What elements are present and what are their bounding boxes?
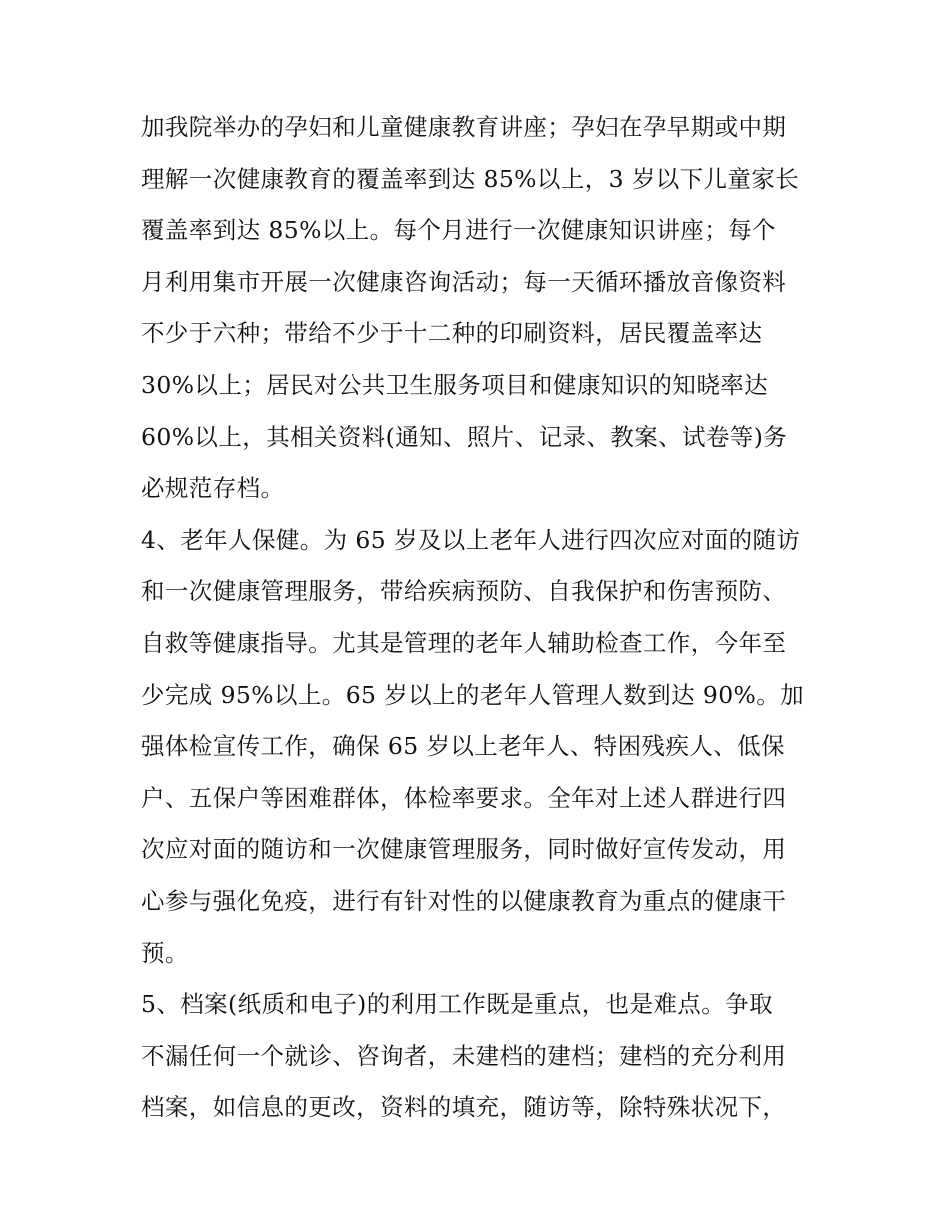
text-line: 心参与强化免疫，进行有针对性的以健康教育为重点的健康干 bbox=[141, 886, 787, 915]
text-line: 5、档案(纸质和电子)的利用工作既是重点，也是难点。争取 bbox=[141, 990, 773, 1019]
text-line: 不漏任何一个就诊、咨询者，未建档的建档；建档的充分利用 bbox=[141, 1041, 787, 1070]
text-line: 30%以上；居民对公共卫生服务项目和健康知识的知晓率达 bbox=[141, 370, 769, 399]
text-line: 预。 bbox=[141, 938, 189, 967]
text-line: 必规范存档。 bbox=[141, 474, 285, 503]
text-line: 次应对面的随访和一次健康管理服务，同时做好宣传发动，用 bbox=[141, 835, 787, 864]
text-line: 加我院举办的孕妇和儿童健康教育讲座；孕妇在孕早期或中期 bbox=[141, 113, 787, 141]
text-line: 自救等健康指导。尤其是管理的老年人辅助检查工作，今年至 bbox=[141, 628, 787, 657]
text-line: 不少于六种；带给不少于十二种的印刷资料，居民覆盖率达 bbox=[141, 319, 763, 348]
text-line: 月利用集市开展一次健康咨询活动；每一天循环播放音像资料 bbox=[141, 267, 787, 296]
text-line: 4、老年人保健。为 65 岁及以上老年人进行四次应对面的随访 bbox=[141, 525, 801, 554]
text-line: 档案，如信息的更改，资料的填充，随访等，除特殊状况下， bbox=[141, 1093, 787, 1122]
body-text bbox=[141, 102, 821, 1134]
text-line: 60%以上，其相关资料(通知、照片、记录、教案、试卷等)务 bbox=[141, 422, 788, 451]
text-line: 少完成 95%以上。65 岁以上的老年人管理人数到达 90%。加 bbox=[141, 680, 805, 709]
text-line: 理解一次健康教育的覆盖率到达 85%以上，3 岁以下儿童家长 bbox=[141, 164, 800, 193]
text-line: 强体检宣传工作，确保 65 岁以上老年人、特困残疾人、低保 bbox=[141, 732, 785, 761]
text-line: 户、五保户等困难群体，体检率要求。全年对上述人群进行四 bbox=[141, 783, 787, 812]
text-line: 覆盖率到达 85%以上。每个月进行一次健康知识讲座；每个 bbox=[141, 216, 776, 245]
text-line: 和一次健康管理服务，带给疾病预防、自我保护和伤害预防、 bbox=[141, 577, 787, 606]
